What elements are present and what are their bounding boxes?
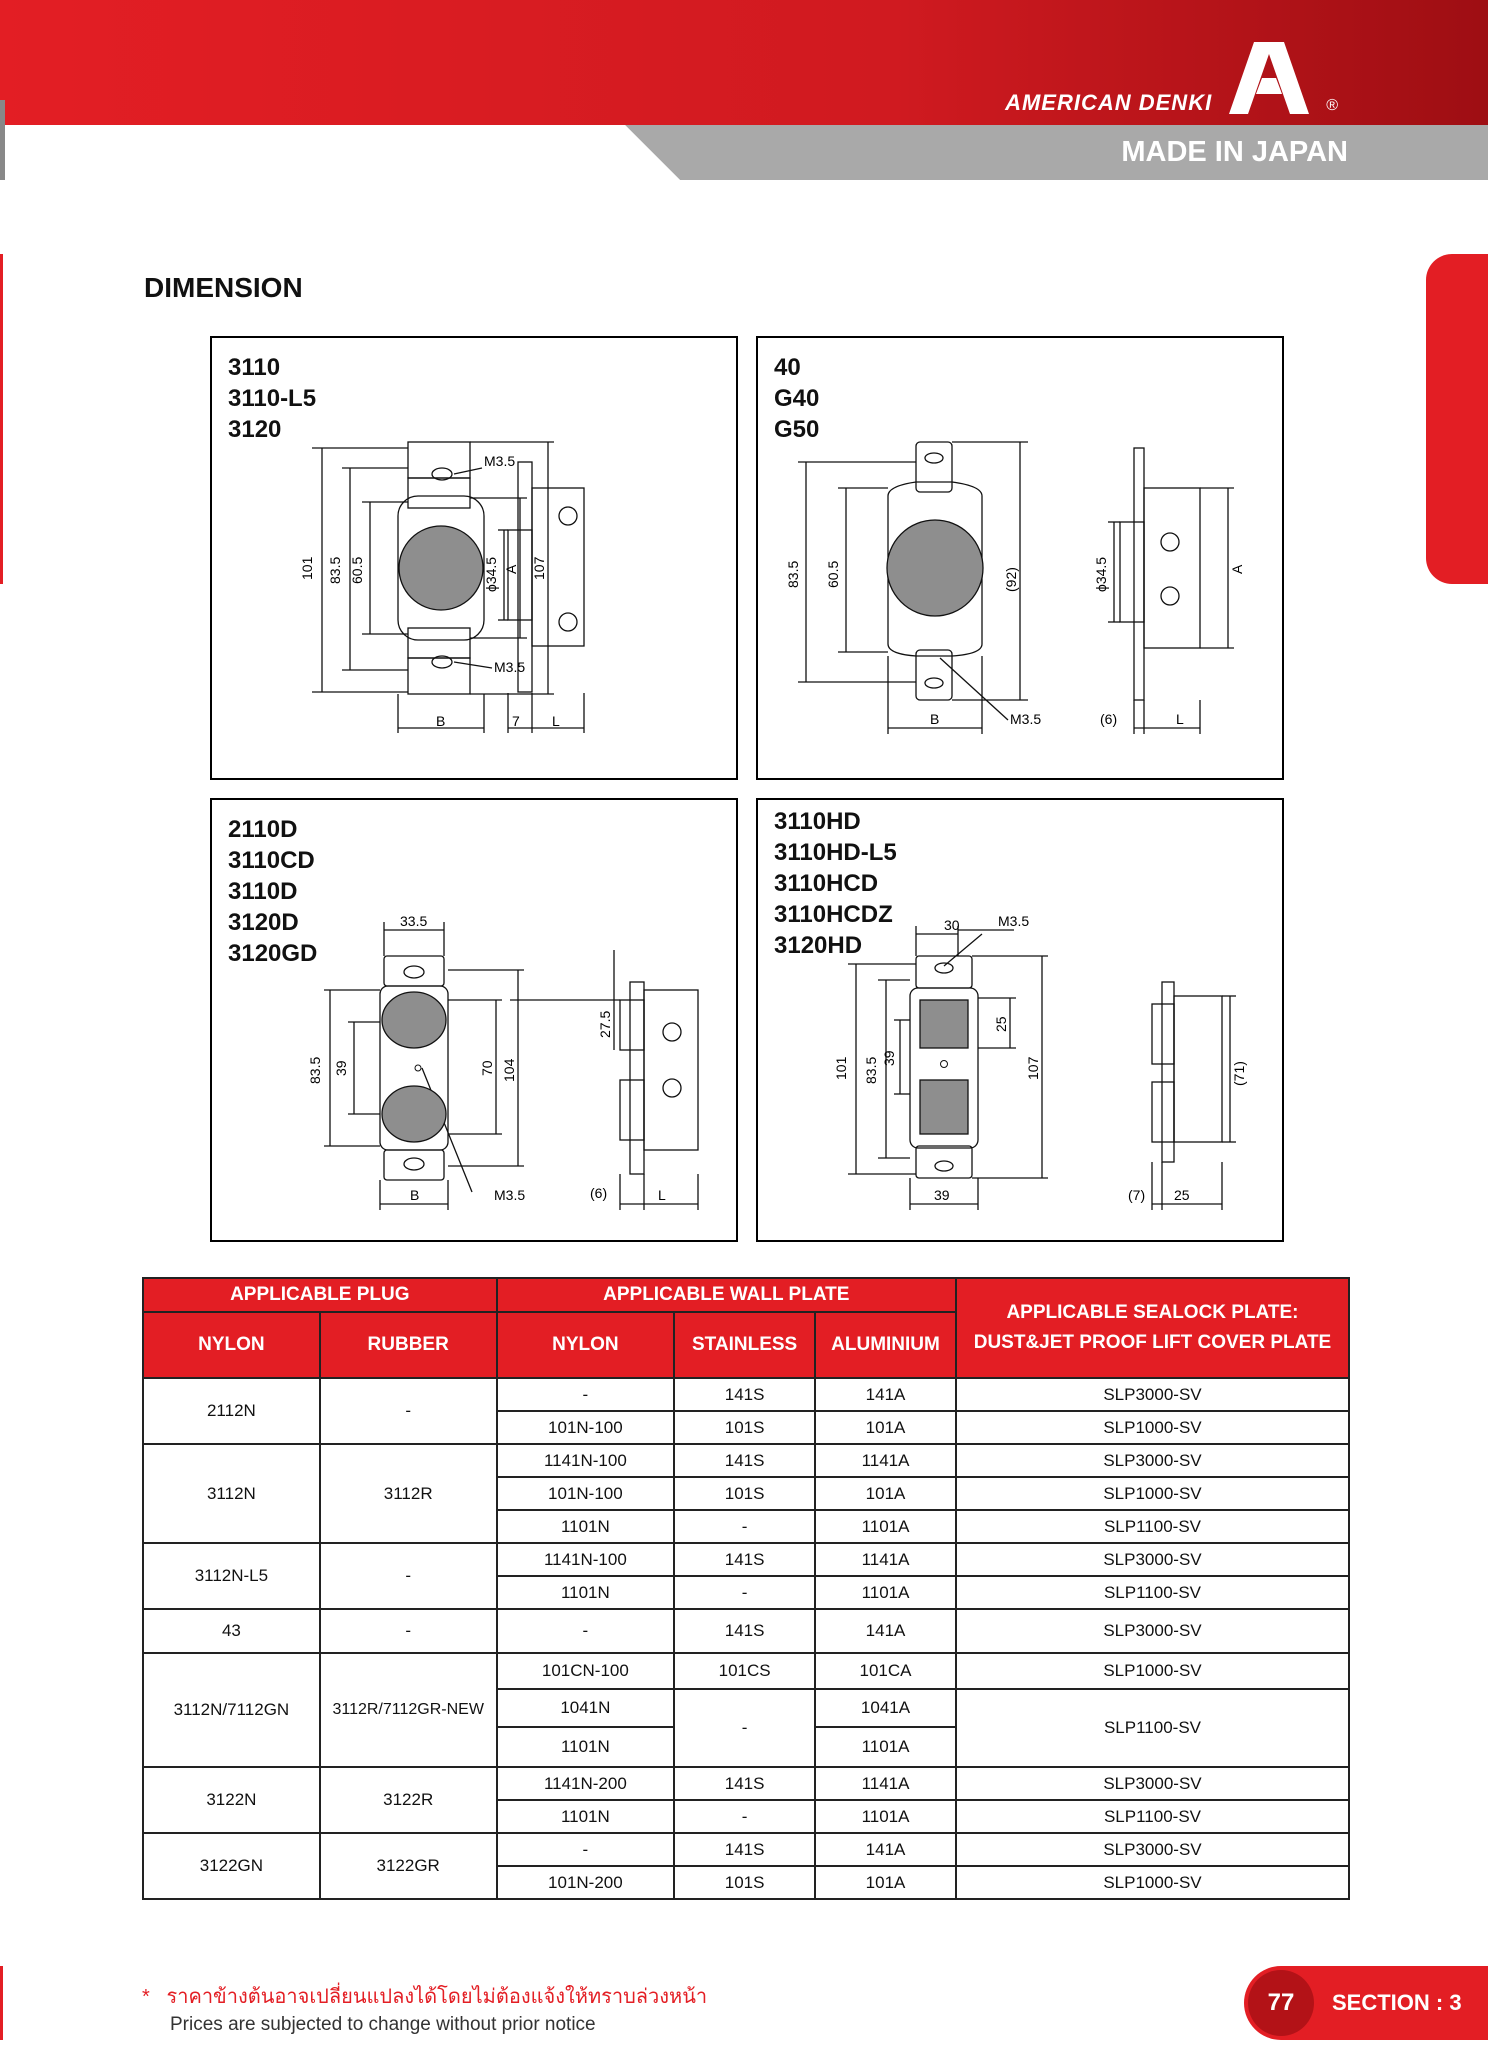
wall-nylon-cell: 1141N-200 xyxy=(497,1767,675,1800)
plug-rubber-cell: 3112R xyxy=(320,1444,497,1543)
wall-aluminium-cell: 101A xyxy=(815,1411,956,1444)
left-red-edge-bottom xyxy=(0,1966,3,2040)
dim-label: 70 xyxy=(479,1060,495,1076)
sealock-cell: SLP1000-SV xyxy=(956,1411,1349,1444)
dim-label: ϕ34.5 xyxy=(1093,556,1109,592)
wall-nylon-cell: 101N-100 xyxy=(497,1411,675,1444)
model-label: G40 xyxy=(774,385,820,412)
sealock-cell: SLP1000-SV xyxy=(956,1866,1349,1899)
dimension-drawing xyxy=(758,338,1282,778)
wall-aluminium-cell: 141A xyxy=(815,1833,956,1866)
wall-stainless-cell: 141S xyxy=(674,1543,815,1576)
plug-rubber-cell: 3122R xyxy=(320,1767,497,1833)
wall-stainless-cell: - xyxy=(674,1800,815,1833)
dim-label: 27.5 xyxy=(597,1010,613,1038)
dim-label: L xyxy=(552,713,560,729)
plug-rubber-cell: - xyxy=(320,1543,497,1609)
made-in-japan: MADE IN JAPAN xyxy=(1121,136,1348,168)
dimension-drawing xyxy=(758,800,1282,1240)
dim-label: 60.5 xyxy=(825,560,841,588)
plug-rubber-cell: 3112R/7112GR-NEW xyxy=(320,1653,497,1767)
applicable-plate-table xyxy=(142,1277,1350,1900)
table-row xyxy=(143,1767,1349,1800)
header-applicable-plug: APPLICABLE PLUG xyxy=(143,1278,497,1312)
wall-nylon-cell: 1041N xyxy=(497,1689,675,1727)
header-plug-nylon: NYLON xyxy=(143,1312,320,1378)
sealock-cell: SLP3000-SV xyxy=(956,1833,1349,1866)
wall-aluminium-cell: 1141A xyxy=(815,1543,956,1576)
wall-aluminium-cell: 101A xyxy=(815,1866,956,1899)
wall-nylon-cell: 1141N-100 xyxy=(497,1444,675,1477)
wall-stainless-cell: - xyxy=(674,1576,815,1609)
wall-aluminium-cell: 141A xyxy=(815,1378,956,1411)
wall-stainless-cell: 141S xyxy=(674,1609,815,1653)
note-thai-text: ราคาข้างต้นอาจเปลี่ยนแปลงได้โดยไม่ต้องแจ้งให้ทราบล่วงหน้า xyxy=(166,1986,708,2008)
dim-label: M3.5 xyxy=(1010,711,1042,727)
sealock-cell: SLP1100-SV xyxy=(956,1689,1349,1767)
table-row xyxy=(143,1609,1349,1653)
dimension-panel-2 xyxy=(756,336,1284,780)
dim-label: L xyxy=(1176,711,1184,727)
price-notice-english: Prices are subjected to change without prior notice xyxy=(170,2014,596,2035)
wall-aluminium-cell: 1101A xyxy=(815,1800,956,1833)
header-sealock-line2: DUST&JET PROOF LIFT COVER PLATE xyxy=(973,1332,1332,1353)
table-row xyxy=(143,1833,1349,1866)
wall-stainless-cell: - xyxy=(674,1510,815,1543)
page-number: 77 xyxy=(1248,1970,1314,2036)
dim-label: B xyxy=(930,711,940,727)
dimension-panel-4 xyxy=(756,798,1284,1242)
wall-stainless-cell: 101S xyxy=(674,1477,815,1510)
sealock-cell: SLP3000-SV xyxy=(956,1609,1349,1653)
model-label: 40 xyxy=(774,354,801,381)
wall-stainless-cell: 141S xyxy=(674,1378,815,1411)
plug-rubber-cell: - xyxy=(320,1378,497,1444)
registered-mark: ® xyxy=(1326,97,1338,114)
table-row xyxy=(143,1543,1349,1576)
dim-label: M3.5 xyxy=(998,913,1030,929)
dimension-drawing xyxy=(212,800,736,1240)
dim-label: (6) xyxy=(590,1185,608,1201)
dim-label: M3.5 xyxy=(494,1187,526,1203)
dim-label: 83.5 xyxy=(785,560,801,588)
price-notice xyxy=(142,1980,707,2036)
header-wall-nylon: NYLON xyxy=(497,1312,675,1378)
sealock-cell: SLP1100-SV xyxy=(956,1510,1349,1543)
plug-rubber-cell: - xyxy=(320,1609,497,1653)
plug-nylon-cell: 2112N xyxy=(143,1378,320,1444)
sealock-cell: SLP1000-SV xyxy=(956,1653,1349,1689)
dim-label: (71) xyxy=(1231,1061,1247,1086)
left-accent-bar xyxy=(0,100,5,180)
model-label: 3120HD xyxy=(774,932,863,959)
brand xyxy=(1005,38,1338,118)
plug-nylon-cell: 3112N-L5 xyxy=(143,1543,320,1609)
plug-nylon-cell: 3122N xyxy=(143,1767,320,1833)
wall-nylon-cell: 1141N-100 xyxy=(497,1543,675,1576)
header-plug-rubber: RUBBER xyxy=(320,1312,497,1378)
sealock-cell: SLP3000-SV xyxy=(956,1444,1349,1477)
model-label: 3110D xyxy=(228,878,298,905)
dim-label: 33.5 xyxy=(400,913,428,929)
header-applicable-wall-plate: APPLICABLE WALL PLATE xyxy=(497,1278,956,1312)
dim-label: 83.5 xyxy=(863,1056,879,1084)
section-title: DIMENSION xyxy=(144,272,303,303)
model-label: 3110HCDZ xyxy=(774,901,893,928)
dim-label: A xyxy=(1229,564,1245,574)
dim-label: 39 xyxy=(934,1187,950,1203)
dim-label: (92) xyxy=(1003,567,1019,592)
table-row xyxy=(143,1653,1349,1689)
plug-nylon-cell: 3112N/7112GN xyxy=(143,1653,320,1767)
wall-aluminium-cell: 101A xyxy=(815,1477,956,1510)
note-asterisk: * xyxy=(142,1986,150,2008)
dim-label: 104 xyxy=(501,1058,517,1082)
wall-aluminium-cell: 141A xyxy=(815,1609,956,1653)
table-row xyxy=(143,1444,1349,1477)
plug-rubber-cell: 3122GR xyxy=(320,1833,497,1899)
section-label: SECTION : 3 xyxy=(1332,1990,1462,2015)
dim-label: 101 xyxy=(833,1056,849,1080)
wall-nylon-cell: - xyxy=(497,1833,675,1866)
wall-aluminium-cell: 1101A xyxy=(815,1576,956,1609)
sealock-cell: SLP3000-SV xyxy=(956,1543,1349,1576)
wall-stainless-cell: - xyxy=(674,1689,815,1767)
wall-nylon-cell: 101N-100 xyxy=(497,1477,675,1510)
dim-label: 107 xyxy=(1025,1056,1041,1080)
model-label: 3110 xyxy=(228,354,281,381)
dim-label: L xyxy=(658,1187,666,1203)
header-wall-stainless: STAINLESS xyxy=(674,1312,815,1378)
model-label: G50 xyxy=(774,416,820,443)
model-label: 3120GD xyxy=(228,940,318,967)
wall-stainless-cell: 141S xyxy=(674,1833,815,1866)
dim-label: B xyxy=(436,713,446,729)
dim-label: M3.5 xyxy=(484,453,516,469)
wall-aluminium-cell: 1041A xyxy=(815,1689,956,1727)
wall-stainless-cell: 101S xyxy=(674,1866,815,1899)
wall-nylon-cell: 101N-200 xyxy=(497,1866,675,1899)
wall-stainless-cell: 101S xyxy=(674,1411,815,1444)
dimension-drawing xyxy=(212,338,736,778)
dim-label: 101 xyxy=(299,556,315,580)
dim-label: (7) xyxy=(1128,1187,1146,1203)
wall-nylon-cell: - xyxy=(497,1378,675,1411)
wall-aluminium-cell: 1141A xyxy=(815,1444,956,1477)
model-label: 3110HD xyxy=(774,808,861,835)
dimension-panel-3 xyxy=(210,798,738,1242)
wall-nylon-cell: 101CN-100 xyxy=(497,1653,675,1689)
dimension-panel-1 xyxy=(210,336,738,780)
model-label: 3120 xyxy=(228,416,282,443)
model-label: 3120D xyxy=(228,909,299,936)
dim-label: 107 xyxy=(531,556,547,580)
wall-stainless-cell: 141S xyxy=(674,1767,815,1800)
dim-label: (6) xyxy=(1100,711,1118,727)
page-badge xyxy=(1244,1966,1488,2040)
dim-label: A xyxy=(503,564,519,574)
price-notice-thai xyxy=(142,1980,707,2012)
header-sealock-line1: APPLICABLE SEALOCK PLATE: xyxy=(1006,1302,1299,1323)
left-red-edge xyxy=(0,254,3,584)
wall-nylon-cell: 1101N xyxy=(497,1576,675,1609)
section-side-tab xyxy=(1426,254,1488,584)
dim-label: 30 xyxy=(944,917,960,933)
page-header xyxy=(0,0,1488,180)
table-row xyxy=(143,1378,1349,1411)
plug-nylon-cell: 43 xyxy=(143,1609,320,1653)
sealock-cell: SLP1100-SV xyxy=(956,1576,1349,1609)
model-label: 3110HD-L5 xyxy=(774,839,897,866)
dim-label: 60.5 xyxy=(349,556,365,584)
dim-label: 7 xyxy=(512,713,520,729)
wall-aluminium-cell: 101CA xyxy=(815,1653,956,1689)
dim-label: 83.5 xyxy=(327,556,343,584)
wall-nylon-cell: 1101N xyxy=(497,1510,675,1543)
wall-nylon-cell: 1101N xyxy=(497,1727,675,1767)
wall-nylon-cell: 1101N xyxy=(497,1800,675,1833)
plug-nylon-cell: 3122GN xyxy=(143,1833,320,1899)
dim-label: 83.5 xyxy=(307,1056,323,1084)
brand-logo-icon xyxy=(1224,38,1314,118)
dim-label: 25 xyxy=(993,1016,1009,1032)
sealock-cell: SLP1000-SV xyxy=(956,1477,1349,1510)
dim-label: 25 xyxy=(1174,1187,1190,1203)
wall-stainless-cell: 141S xyxy=(674,1444,815,1477)
wall-aluminium-cell: 1101A xyxy=(815,1727,956,1767)
header-wall-aluminium: ALUMINIUM xyxy=(815,1312,956,1378)
dim-label: 39 xyxy=(333,1060,349,1076)
dim-label: M3.5 xyxy=(494,659,526,675)
wall-nylon-cell: - xyxy=(497,1609,675,1653)
sealock-cell: SLP1100-SV xyxy=(956,1800,1349,1833)
model-label: 2110D xyxy=(228,816,298,843)
dim-label: B xyxy=(410,1187,420,1203)
header-sealock-plate xyxy=(956,1278,1349,1378)
sealock-cell: SLP3000-SV xyxy=(956,1767,1349,1800)
dim-label: 39 xyxy=(881,1050,897,1066)
wall-aluminium-cell: 1101A xyxy=(815,1510,956,1543)
model-label: 3110-L5 xyxy=(228,385,317,412)
model-label: 3110HCD xyxy=(774,870,879,897)
wall-stainless-cell: 101CS xyxy=(674,1653,815,1689)
plug-nylon-cell: 3112N xyxy=(143,1444,320,1543)
brand-name: AMERICAN DENKI xyxy=(1005,90,1213,115)
sealock-cell: SLP3000-SV xyxy=(956,1378,1349,1411)
wall-aluminium-cell: 1141A xyxy=(815,1767,956,1800)
model-label: 3110CD xyxy=(228,847,315,874)
dim-label: ϕ34.5 xyxy=(483,556,499,592)
